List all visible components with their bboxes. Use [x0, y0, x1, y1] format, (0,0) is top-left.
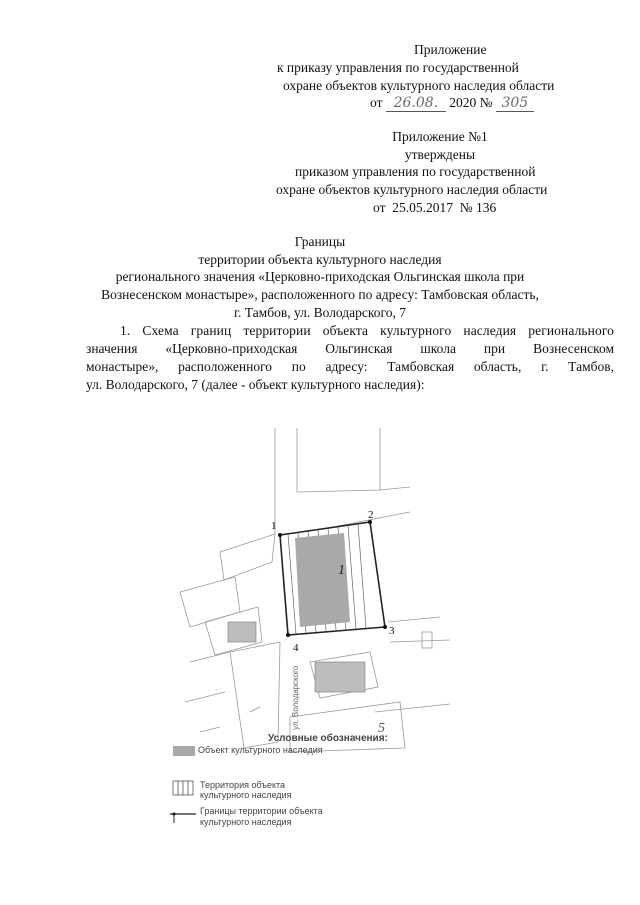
appendix1-line4: охране объектов культурного наследия области	[276, 182, 548, 197]
heading-line1: Границы	[294, 234, 346, 249]
number-sign: №	[479, 95, 493, 110]
point-label-3: 3	[389, 625, 395, 637]
heritage-object	[295, 533, 350, 627]
legend-item-boundary-line1: Границы территории объекта	[200, 806, 323, 816]
hatch-swatch-icon	[172, 780, 194, 796]
boundary-point-1	[278, 533, 282, 537]
paragraph-line2: значения «Церковно-приходская Ольгинская школа при Вознесенском	[86, 341, 614, 356]
appendix1-line2: утверждены	[404, 147, 476, 162]
appendix1-title: Приложение №1	[392, 129, 488, 144]
street-label: ул. Володарского	[291, 665, 300, 730]
boundary-map	[160, 412, 460, 754]
point-label-2: 2	[368, 509, 374, 521]
appendix1-line3: приказом управления по государственной	[295, 164, 536, 179]
appendix-line2: к приказу управления по государственной	[277, 60, 519, 75]
gray-fill-swatch-icon	[173, 746, 195, 756]
boundary-line-swatch-icon	[168, 804, 198, 824]
point-label-1: 1	[271, 520, 277, 532]
boundary-point-4	[286, 633, 290, 637]
heading-line2: территории объекта культурного наследия	[198, 252, 442, 267]
heading-line4: Вознесенском монастыре», расположенного по адресу: Тамбовская область,	[101, 287, 539, 302]
object-label: 1	[338, 563, 345, 578]
date-prefix: от	[370, 95, 383, 110]
paragraph-line1: 1. Схема границ территории объекта культурного наследия регионального	[120, 323, 614, 338]
heading-line5: г. Тамбов, ул. Володарского, 7	[234, 305, 406, 320]
legend-item-territory-line1: Территория объекта	[200, 780, 286, 790]
paragraph-line3: монастыре», расположенного по адресу: Тамбовская область, г. Тамбов,	[86, 359, 614, 374]
legend-item-boundary-line2: культурного наследия	[200, 817, 292, 827]
heading-line3: регионального значения «Церковно-приходская Ольгинская школа при	[115, 269, 525, 284]
legend-item-object: Объект культурного наследия	[198, 745, 323, 755]
boundary-point-3	[383, 625, 387, 629]
date-year: 2020	[449, 95, 477, 110]
appendix-line3: охране объектов культурного наследия области	[283, 78, 555, 93]
paragraph-line4: ул. Володарского, 7 (далее - объект культурного наследия):	[86, 377, 425, 392]
legend-title: Условные обозначения:	[268, 733, 388, 744]
point-label-4: 4	[293, 642, 299, 654]
legend-item-territory-line2: культурного наследия	[200, 790, 292, 800]
parcel-label: 5	[378, 721, 385, 736]
number-handwritten: 305	[496, 95, 534, 112]
date-handwritten: 26.08.	[386, 95, 446, 112]
appendix1-date: от 25.05.2017 № 136	[373, 200, 497, 215]
appendix-title: Приложение	[414, 42, 487, 57]
appendix-date-line	[370, 95, 534, 112]
